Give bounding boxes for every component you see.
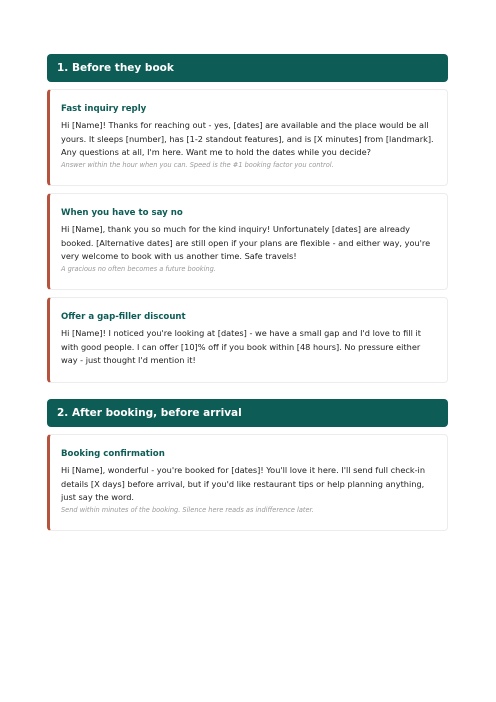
card-body: Hi [Name]! Thanks for reaching out - yes, [dates] are available and the place would be all yours. It sleeps [number], has [1-2 standout features], and is [X minutes] from [landmark]. Any questions at all, I'm here. Want me to hold the dates while you decide? [61, 120, 434, 158]
template-card [47, 297, 448, 383]
section-title: 2. After booking, before arrival [57, 407, 242, 419]
card-note: Answer within the hour when you can. Speed is the #1 booking factor you control. [61, 160, 334, 169]
card-note: A gracious no often becomes a future booking. [61, 264, 216, 273]
card-title: Fast inquiry reply [61, 104, 147, 114]
document-page [47, 54, 448, 531]
card-body: Hi [Name], wonderful - you're booked for [dates]! You'll love it here. I'll send full check-in details [X days] before arrival, but if you'd like restaurant tips or help planning anything, just say the word. [61, 465, 426, 503]
template-card [47, 89, 448, 186]
card-title: Booking confirmation [61, 449, 165, 459]
card-title: Offer a gap-filler discount [61, 312, 186, 322]
section-header [47, 54, 448, 82]
card-title: When you have to say no [61, 208, 183, 218]
section-header [47, 399, 448, 427]
section-title: 1. Before they book [57, 62, 174, 74]
card-body: Hi [Name]! I noticed you're looking at [dates] - we have a small gap and I'd love to fill it with good people. I can offer [10]% off if you book within [48 hours]. No pressure either way - just thought I'd mention it! [61, 328, 421, 366]
template-card [47, 434, 448, 531]
card-body: Hi [Name], thank you so much for the kind inquiry! Unfortunately [dates] are already booked. [Alternative dates] are still open if your plans are flexible - and either way, you're very welcome to book with us another time. Safe travels! [61, 224, 431, 262]
template-card [47, 193, 448, 290]
card-note: Send within minutes of the booking. Silence here reads as indifference later. [61, 505, 314, 514]
